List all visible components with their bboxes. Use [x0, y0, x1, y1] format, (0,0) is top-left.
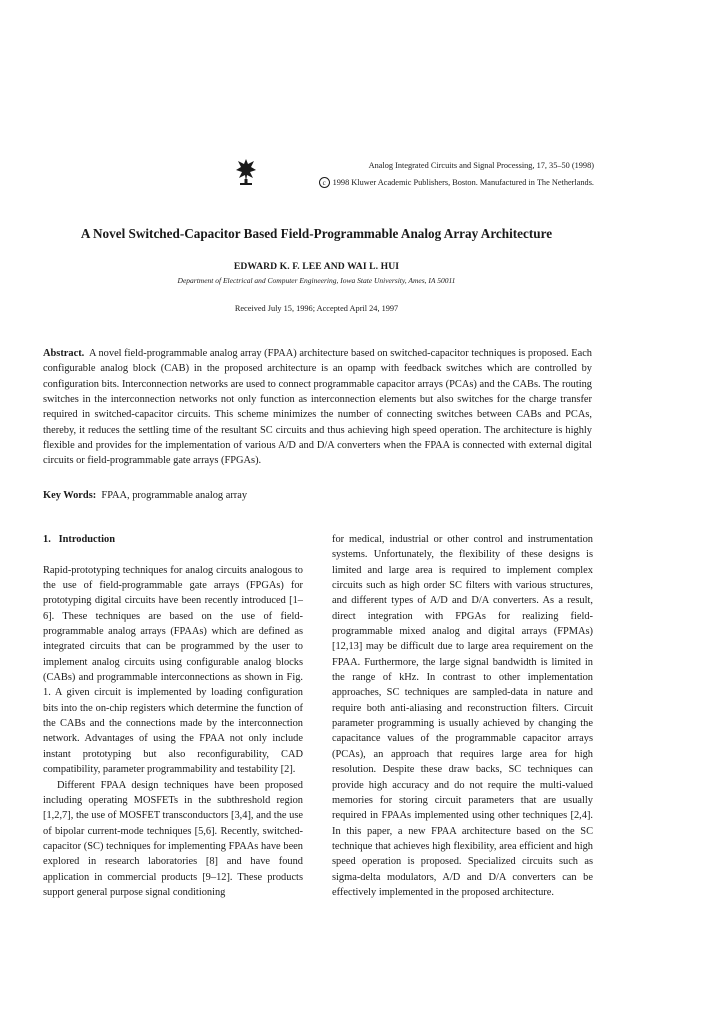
author-affiliation: Department of Electrical and Computer Engineering, Iowa State University, Ames, IA 50011 [177, 276, 456, 285]
intro-paragraph-2: Different FPAA design techniques have been proposed including operating MOSFETs in the subthreshold region [1,2,7], the use of MOSFET transconductors [3,4], and the use of bipolar current-mode techniques [5,6]. Recently, switched-capacitor (SC) techniques for implementing FPAAs have been explored in research laboratories [8] and have found application in commercial products [9–12]. These products support general purpose signal conditioning [43, 779, 303, 898]
keywords [43, 488, 592, 503]
received-dates: Received July 15, 1996; Accepted April 24, 1997 [234, 304, 399, 313]
abstract-text: A novel field-programmable analog array (FPAA) architecture based on switched-capacitor techniques is proposed. Each configurable analog block (CAB) in the proposed architecture is an opamp with feedback switches which are controlled by configuration bits. Interconnection networks are used to connect programmable capacitor arrays (PCAs) and the CABs. The routing switches in the interconnection networks not only function as interconnection elements but also switches for the charge transfer required in switched-capacitor circuits. This scheme minimizes the number of connecting switches between CABs and PCAs, thereby, it reduces the settling time of the resultant SC circuits and thus achieving high speed operation. The architecture is highly flexible and provides for the implementation of various A/D and D/A converters when the FPAA is connected with external digital circuits or field-programmable gate arrays (FPGAs). [43, 348, 593, 467]
intro-paragraph-3: for medical, industrial or other control and instrumentation systems. Unfortunately, the flexibility of these designs is limited and large area is required to implement complex circuits such as high order SC filters with various structures, and different types of A/D and D/A converters. As a result, direct integration with FPGAs for realizing field-programmable mixed analog and digital arrays (FPMAs) [12,13] may be difficult due to large area requirement on the FPAA. Furthermore, the large signal bandwidth is limited in the range of kHz. In contrast to other implementation approaches, SC techniques are sampled-data in nature and require both anti-aliasing and reconstruction filters. Circuit parameter programming is usually achieved by changing the capacitance values of the programmable capacitor arrays (PCAs), an approach that requires large area for high resolution. Despite these draw backs, SC techniques can provide high accuracy and do not require the multi-valued memories for storing circuit parameters that are usually required in FPAAs implemented using other techniques [2,4]. In this paper, a new FPAA architecture based on the SC technique that achieves high flexibility, area efficient and high speed operation is proposed. Specialized circuits such as sigma-delta modulators, A/D and D/A converters can be effectively implemented in the proposed architecture. [332, 534, 593, 898]
abstract-label: Abstract. [43, 348, 85, 359]
left-column [43, 532, 303, 900]
copyright-text: 1998 Kluwer Academic Publishers, Boston. Manufactured in The Netherlands. [332, 178, 594, 187]
keywords-label: Key Words: [43, 490, 97, 501]
journal-citation: Analog Integrated Circuits and Signal Processing, 17, 35–50 (1998) [368, 161, 594, 170]
right-column [332, 532, 593, 900]
copyright-line [319, 177, 594, 188]
paper-authors: EDWARD K. F. LEE AND WAI L. HUI [233, 261, 400, 272]
intro-paragraph-1: Rapid-prototyping techniques for analog circuits analogous to the use of field-programmable gate arrays (FPGAs) for prototyping digital circuits have been recently introduced [1–6]. These techniques are based on the use of field-programmable analog arrays (FPAAs) which are defined as integrated circuits that can be programmed by the user to implement analog circuits using configurable analog blocks (CABs) and programmable interconnections as shown in Fig. 1. A given circuit is implemented by loading configuration bits into the on-chip registers which determine the function of the CABs and the connections made by the interconnection network. Advantages of using the FPAA not only include instant prototyping but also reconfigurability, CAD compatibility, parameter programmability and testability [2]. [43, 564, 303, 776]
paper-title: A Novel Switched-Capacitor Based Field-Programmable Analog Array Architecture [80, 226, 553, 241]
section-heading: 1. Introduction [43, 534, 115, 545]
abstract [43, 346, 592, 469]
copyright-symbol: c [319, 177, 330, 188]
keywords-text: FPAA, programmable analog array [101, 490, 248, 501]
publisher-logo-icon [235, 158, 257, 186]
